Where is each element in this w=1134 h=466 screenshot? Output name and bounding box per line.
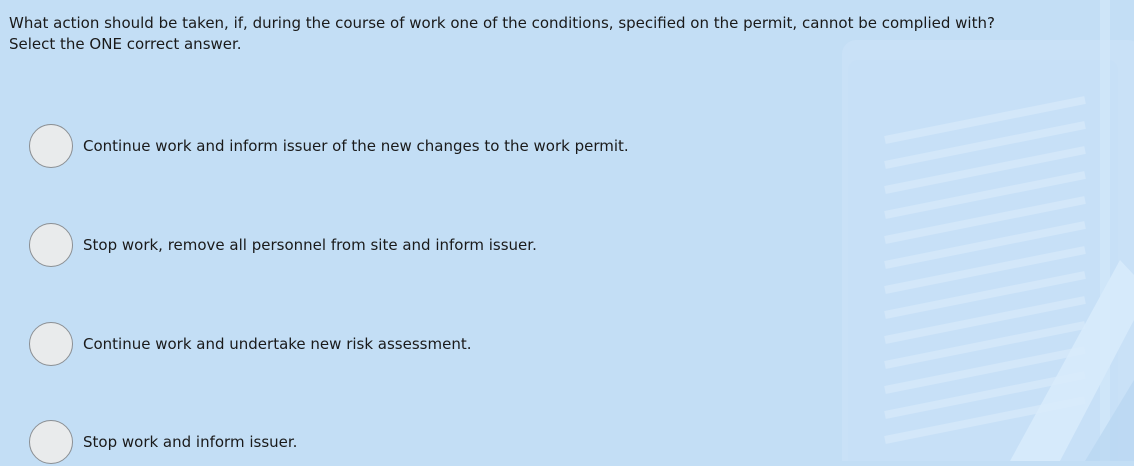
- radio-button[interactable]: [29, 420, 73, 464]
- radio-button[interactable]: [29, 223, 73, 267]
- answer-option-1[interactable]: [29, 122, 629, 170]
- question-text: What action should be taken, if, during the course of work one of the conditions, specified on the permit, cannot be complied with?: [9, 14, 995, 32]
- radio-button[interactable]: [29, 322, 73, 366]
- answer-option-label: Continue work and inform issuer of the new changes to the work permit.: [83, 137, 629, 155]
- answer-option-label: Stop work and inform issuer.: [83, 433, 298, 451]
- instruction-text: Select the ONE correct answer.: [9, 35, 242, 53]
- answer-option-label: Continue work and undertake new risk assessment.: [83, 335, 472, 353]
- radio-button[interactable]: [29, 124, 73, 168]
- answer-option-4[interactable]: [29, 418, 297, 466]
- answer-option-3[interactable]: [29, 320, 471, 368]
- answer-option-label: Stop work, remove all personnel from site and inform issuer.: [83, 236, 537, 254]
- answer-option-2[interactable]: [29, 221, 537, 269]
